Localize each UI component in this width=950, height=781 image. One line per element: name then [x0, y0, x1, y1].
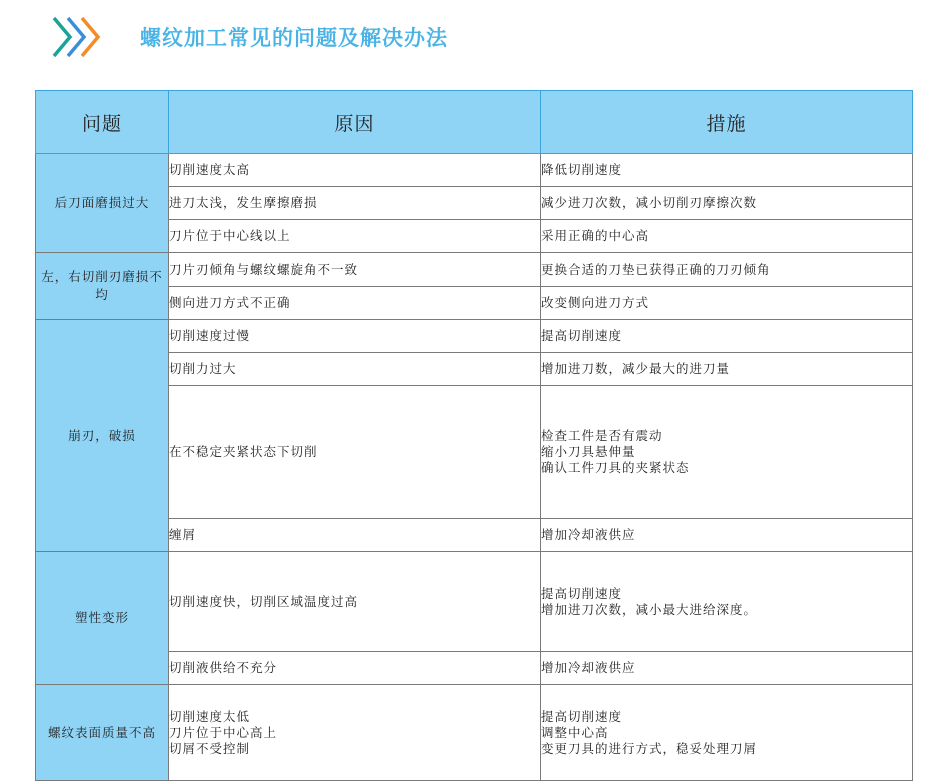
- cause-line: 切屑不受控制: [169, 740, 251, 756]
- cause-line: 切削速度过慢: [169, 328, 251, 343]
- chevron-arrows-icon: [50, 12, 112, 62]
- problem-cell: 螺纹表面质量不高: [36, 685, 169, 781]
- problem-cell: 后刀面磨损过大: [36, 154, 169, 253]
- table-row: [36, 320, 913, 353]
- measure-cell: [541, 187, 913, 220]
- cause-cell: [169, 287, 541, 320]
- measure-line: 提高切削速度: [541, 708, 623, 724]
- cause-line: 切削力过大: [169, 361, 237, 376]
- measure-line: 提高切削速度: [541, 585, 623, 601]
- cause-cell: [169, 187, 541, 220]
- cause-cell: [169, 253, 541, 287]
- cause-line: 切削液供给不充分: [169, 660, 278, 675]
- page-title: 螺纹加工常见的问题及解决办法: [140, 25, 448, 50]
- measure-cell: [541, 320, 913, 353]
- cause-line: 刀片位于中心高上: [169, 724, 278, 740]
- measure-line: 缩小刀具悬伸量: [541, 444, 636, 459]
- table-body: [36, 154, 913, 781]
- measure-cell: [541, 353, 913, 386]
- problem-cell: 塑性变形: [36, 552, 169, 685]
- cause-line: 侧向进刀方式不正确: [169, 295, 291, 310]
- cause-cell: [169, 154, 541, 187]
- cause-cell: [169, 320, 541, 353]
- problem-cell: 崩刃，破损: [36, 320, 169, 552]
- measure-line: 改变侧向进刀方式: [541, 295, 650, 310]
- measure-cell: [541, 220, 913, 253]
- cause-line: 切削速度太高: [169, 162, 251, 177]
- measure-line: 检查工件是否有震动: [541, 428, 663, 443]
- measure-cell: [541, 287, 913, 320]
- measure-line: 变更刀具的进行方式，稳妥处理刀屑: [541, 740, 758, 756]
- measure-cell: [541, 685, 913, 781]
- table-row: [36, 552, 913, 652]
- measure-line: 增加进刀数，减少最大的进刀量: [541, 361, 731, 376]
- measure-cell: [541, 652, 913, 685]
- cause-line: 在不稳定夹紧状态下切削: [169, 444, 318, 459]
- cause-line: 切削速度太低: [169, 708, 251, 724]
- problems-table: [35, 90, 913, 781]
- measure-cell: [541, 552, 913, 652]
- measure-line: 降低切削速度: [541, 162, 623, 177]
- measure-line: 调整中心高: [541, 724, 609, 740]
- measure-line: 增加冷却液供应: [541, 660, 636, 675]
- problem-cell: 左，右切削刃磨损不均: [36, 253, 169, 320]
- header-cause: 原因: [169, 91, 541, 154]
- table-row: [36, 154, 913, 187]
- measure-line: 提高切削速度: [541, 328, 623, 343]
- measure-line: 减少进刀次数，减小切削刃摩擦次数: [541, 195, 758, 210]
- cause-cell: [169, 552, 541, 652]
- cause-cell: [169, 519, 541, 552]
- cause-line: 进刀太浅，发生摩擦磨损: [169, 195, 318, 210]
- measure-cell: [541, 154, 913, 187]
- measure-line: 增加进刀次数，减小最大进给深度。: [541, 601, 758, 617]
- cause-cell: [169, 685, 541, 781]
- cause-cell: [169, 652, 541, 685]
- cause-line: 缠屑: [169, 527, 197, 542]
- table-row: [36, 253, 913, 287]
- measure-line: 更换合适的刀垫已获得正确的刀刃倾角: [541, 261, 771, 277]
- cause-line: 刀片刃倾角与螺纹螺旋角不一致: [169, 261, 359, 277]
- measure-line: 确认工件刀具的夹紧状态: [541, 460, 690, 475]
- measure-cell: [541, 519, 913, 552]
- header-measure: 措施: [541, 91, 913, 154]
- measure-line: 增加冷却液供应: [541, 527, 636, 542]
- cause-cell: [169, 220, 541, 253]
- measure-cell: [541, 386, 913, 519]
- header-problem: 问题: [36, 91, 169, 154]
- cause-line: 刀片位于中心线以上: [169, 228, 291, 243]
- measure-line: 采用正确的中心高: [541, 228, 650, 243]
- cause-line: 切削速度快，切削区域温度过高: [169, 593, 359, 609]
- table-header-row: [36, 91, 913, 154]
- cause-cell: [169, 386, 541, 519]
- cause-cell: [169, 353, 541, 386]
- table-row: [36, 685, 913, 781]
- measure-cell: [541, 253, 913, 287]
